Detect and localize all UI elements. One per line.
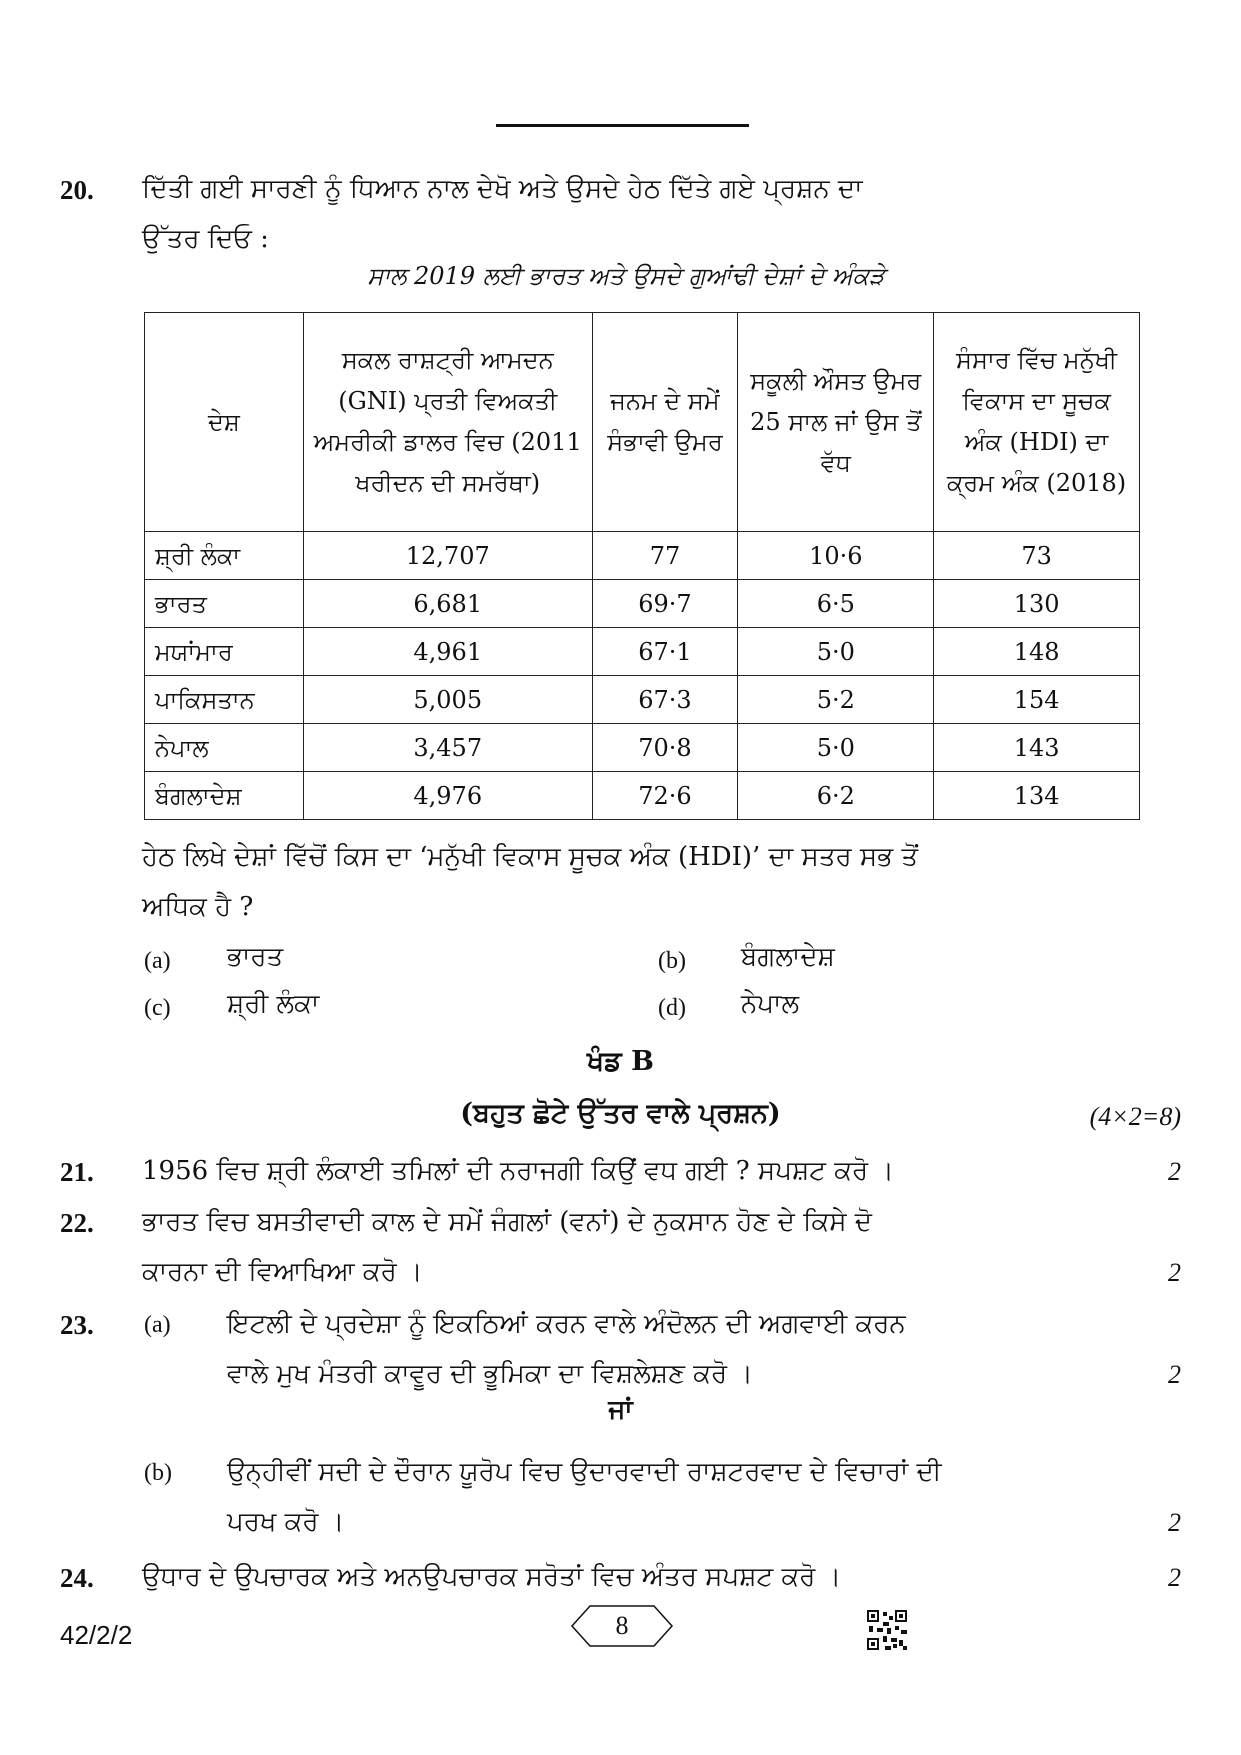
cell-hdi-rank: 134 xyxy=(934,772,1140,820)
cell-hdi-rank: 130 xyxy=(934,580,1140,628)
q21-number: 21. xyxy=(60,1157,94,1187)
cell-schooling: 5·0 xyxy=(738,724,934,772)
header-life-expectancy: ਜਨਮ ਦੇ ਸਮੇਂ ਸੰਭਾਵੀ ਉਮਰ xyxy=(592,313,738,532)
q22-marks: 2 xyxy=(1168,1258,1181,1287)
q20-number: 20. xyxy=(60,175,94,205)
q23-a-line2: ਵਾਲੇ ਮੁਖ ਮੰਤਰੀ ਕਾਵੂਰ ਦੀ ਭੂਮਿਕਾ ਦਾ ਵਿਸ਼ਲੇਸ਼ਣ ਕਰੋ । xyxy=(227,1359,753,1389)
header-gni: ਸਕਲ ਰਾਸ਼ਟ੍ਰੀ ਆਮਦਨ (GNI) ਪ੍ਰਤੀ ਵਿਅਕਤੀ ਅਮਰੀਕੀ ਡਾਲਰ ਵਿਚ (2011 ਖਰੀਦਨ ਦੀ ਸਮਰੱਥਾ) xyxy=(303,313,592,532)
cell-country: ਮਯਾਂਮਾਰ xyxy=(145,628,304,676)
option-b-text: ਬੰਗਲਾਦੇਸ਼ xyxy=(741,942,835,972)
option-b-label: (b) xyxy=(658,948,686,974)
cell-life-expectancy: 69·7 xyxy=(592,580,738,628)
q23-a-label: (a) xyxy=(144,1312,171,1338)
page-number: 8 xyxy=(615,1611,629,1640)
cell-country: ਬੰਗਲਾਦੇਸ਼ xyxy=(145,772,304,820)
q24-marks: 2 xyxy=(1168,1563,1181,1592)
q22-number: 22. xyxy=(60,1208,94,1238)
q21-text: 1956 ਵਿਚ ਸ਼੍ਰੀ ਲੰਕਾਈ ਤਮਿਲਾਂ ਦੀ ਨਰਾਜਗੀ ਕਿਉਂ ਵਧ ਗਈ ? ਸਪਸ਼ਟ ਕਰੋ । xyxy=(142,1156,894,1186)
table-row xyxy=(145,676,1140,724)
option-c-text: ਸ਼੍ਰੀ ਲੰਕਾ xyxy=(227,989,320,1019)
paper-code: 42/2/2 xyxy=(60,1620,133,1650)
cell-life-expectancy: 70·8 xyxy=(592,724,738,772)
section-marks-scheme: (4×2=8) xyxy=(1089,1102,1181,1131)
cell-hdi-rank: 154 xyxy=(934,676,1140,724)
cell-hdi-rank: 73 xyxy=(934,532,1140,580)
cell-country: ਸ਼੍ਰੀ ਲੰਕਾ xyxy=(145,532,304,580)
q23-or: ਜਾਂ xyxy=(608,1395,633,1425)
cell-schooling: 10·6 xyxy=(738,532,934,580)
q20-line2: ਉੱਤਰ ਦਿਓ : xyxy=(142,224,269,254)
q20-question-line2: ਅਧਿਕ ਹੈ ? xyxy=(142,892,254,922)
cell-gni: 4,976 xyxy=(303,772,592,820)
header-hdi-rank: ਸੰਸਾਰ ਵਿੱਚ ਮਨੁੱਖੀ ਵਿਕਾਸ ਦਾ ਸੂਚਕ ਅੰਕ (HDI) ਦਾ ਕ੍ਰਮ ਅੰਕ (2018) xyxy=(934,313,1140,532)
option-d-label: (d) xyxy=(658,995,686,1021)
option-d-text: ਨੇਪਾਲ xyxy=(741,989,800,1019)
section-title: ਖੰਡ B xyxy=(587,1046,654,1077)
header-schooling: ਸਕੂਲੀ ਔਸਤ ਉਮਰ 25 ਸਾਲ ਜਾਂ ਉਸ ਤੋਂ ਵੱਧ xyxy=(738,313,934,532)
option-a-text: ਭਾਰਤ xyxy=(227,942,284,972)
q21-marks: 2 xyxy=(1168,1157,1181,1186)
cell-country: ਪਾਕਿਸਤਾਨ xyxy=(145,676,304,724)
cell-life-expectancy: 67·3 xyxy=(592,676,738,724)
option-c-label: (c) xyxy=(144,995,171,1021)
table-header-row xyxy=(145,313,1140,532)
cell-gni: 5,005 xyxy=(303,676,592,724)
cell-hdi-rank: 143 xyxy=(934,724,1140,772)
q23-a-marks: 2 xyxy=(1168,1360,1181,1389)
option-a-label: (a) xyxy=(144,948,171,974)
table-row xyxy=(145,532,1140,580)
q23-b-line2: ਪਰਖ ਕਰੋ । xyxy=(227,1507,345,1537)
cell-country: ਨੇਪਾਲ xyxy=(145,724,304,772)
cell-gni: 6,681 xyxy=(303,580,592,628)
table-row xyxy=(145,628,1140,676)
q22-line2: ਕਾਰਨਾ ਦੀ ਵਿਆਖਿਆ ਕਰੋ । xyxy=(142,1257,423,1287)
cell-schooling: 6·5 xyxy=(738,580,934,628)
qr-code-icon xyxy=(867,1610,907,1650)
cell-country: ਭਾਰਤ xyxy=(145,580,304,628)
q23-b-marks: 2 xyxy=(1168,1508,1181,1537)
cell-gni: 4,961 xyxy=(303,628,592,676)
cell-schooling: 5·0 xyxy=(738,628,934,676)
table-row xyxy=(145,772,1140,820)
q22-line1: ਭਾਰਤ ਵਿਚ ਬਸਤੀਵਾਦੀ ਕਾਲ ਦੇ ਸਮੇਂ ਜੰਗਲਾਂ (ਵਨਾਂ) ਦੇ ਨੁਕਸਾਨ ਹੋਣ ਦੇ ਕਿਸੇ ਦੋ xyxy=(142,1207,872,1237)
q24-text: ਉਧਾਰ ਦੇ ਉਪਚਾਰਕ ਅਤੇ ਅਨਉਪਚਾਰਕ ਸਰੋਤਾਂ ਵਿਚ ਅੰਤਰ ਸਪਸ਼ਟ ਕਰੋ । xyxy=(142,1562,842,1592)
q20-question-line1: ਹੇਠ ਲਿਖੇ ਦੇਸ਼ਾਂ ਵਿੱਚੋਂ ਕਿਸ ਦਾ ‘ਮਨੁੱਖੀ ਵਿਕਾਸ ਸੂਚਕ ਅੰਕ (HDI)’ ਦਾ ਸਤਰ ਸਭ ਤੋਂ xyxy=(142,842,918,872)
cell-life-expectancy: 77 xyxy=(592,532,738,580)
cell-schooling: 5·2 xyxy=(738,676,934,724)
q23-a-line1: ਇਟਲੀ ਦੇ ਪ੍ਰਦੇਸ਼ਾ ਨੂੰ ਇਕਠਿਆਂ ਕਰਨ ਵਾਲੇ ਅੰਦੋਲਨ ਦੀ ਅਗਵਾਈ ਕਰਨ xyxy=(227,1309,906,1339)
cell-hdi-rank: 148 xyxy=(934,628,1140,676)
table-caption: ਸਾਲ 2019 ਲਈ ਭਾਰਤ ਅਤੇ ਉਸਦੇ ਗੁਆਂਢੀ ਦੇਸ਼ਾਂ ਦੇ ਅੰਕੜੇ xyxy=(367,262,885,290)
table-row xyxy=(145,580,1140,628)
top-rule xyxy=(496,124,749,127)
cell-life-expectancy: 72·6 xyxy=(592,772,738,820)
q20-line1: ਦਿੱਤੀ ਗਈ ਸਾਰਣੀ ਨੂੰ ਧਿਆਨ ਨਾਲ ਦੇਖੋ ਅਤੇ ਉਸਦੇ ਹੇਠ ਦਿੱਤੇ ਗਏ ਪ੍ਰਸ਼ਨ ਦਾ xyxy=(142,174,863,204)
cell-life-expectancy: 67·1 xyxy=(592,628,738,676)
q24-number: 24. xyxy=(60,1563,94,1593)
cell-gni: 3,457 xyxy=(303,724,592,772)
table-row xyxy=(145,724,1140,772)
q23-number: 23. xyxy=(60,1310,94,1340)
data-table xyxy=(144,312,1140,820)
section-subtitle: (ਬਹੁਤ ਛੋਟੇ ਉੱਤਰ ਵਾਲੇ ਪ੍ਰਸ਼ਨ) xyxy=(460,1098,781,1129)
header-country: ਦੇਸ਼ xyxy=(145,313,304,532)
q23-b-line1: ਉਨ੍ਹੀਵੀਂ ਸਦੀ ਦੇ ਦੌਰਾਨ ਯੂਰੋਪ ਵਿਚ ਉਦਾਰਵਾਦੀ ਰਾਸ਼ਟਰਵਾਦ ਦੇ ਵਿਚਾਰਾਂ ਦੀ xyxy=(227,1457,942,1487)
cell-gni: 12,707 xyxy=(303,532,592,580)
cell-schooling: 6·2 xyxy=(738,772,934,820)
q23-b-label: (b) xyxy=(144,1460,172,1486)
